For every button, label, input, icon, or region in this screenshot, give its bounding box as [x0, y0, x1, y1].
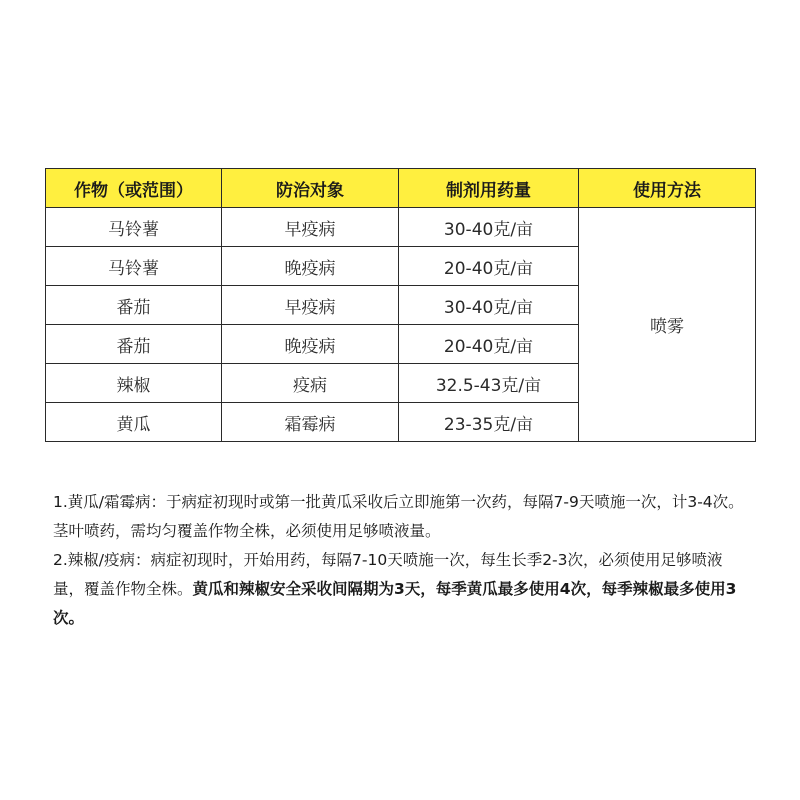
- crop-cell: 马铃薯: [46, 247, 222, 286]
- usage-notes: [53, 488, 753, 633]
- crop-cell: 番茄: [46, 286, 222, 325]
- header-dose: 制剂用药量: [399, 169, 579, 208]
- method-cell: 喷雾: [579, 208, 756, 442]
- table-row: [46, 208, 756, 247]
- target-cell: 霜霉病: [222, 403, 399, 442]
- dose-cell: 30-40克/亩: [399, 286, 579, 325]
- target-cell: 晚疫病: [222, 325, 399, 364]
- dose-cell: 30-40克/亩: [399, 208, 579, 247]
- target-cell: 疫病: [222, 364, 399, 403]
- header-crop: 作物（或范围）: [46, 169, 222, 208]
- dose-cell: 32.5-43克/亩: [399, 364, 579, 403]
- crop-cell: 马铃薯: [46, 208, 222, 247]
- target-cell: 早疫病: [222, 208, 399, 247]
- target-cell: 晚疫病: [222, 247, 399, 286]
- note-pepper: [53, 546, 753, 633]
- dose-cell: 23-35克/亩: [399, 403, 579, 442]
- safety-interval-note: 黄瓜和辣椒安全采收间隔期为3天，每季黄瓜最多使用4次，每季辣椒最多使用3次。: [53, 580, 737, 627]
- crop-cell: 黄瓜: [46, 403, 222, 442]
- crop-cell: 番茄: [46, 325, 222, 364]
- dose-cell: 20-40克/亩: [399, 325, 579, 364]
- header-target: 防治对象: [222, 169, 399, 208]
- note-cucumber: 1.黄瓜/霜霉病：于病症初现时或第一批黄瓜采收后立即施第一次药，每隔7-9天喷施一次，计3-4次。茎叶喷药，需均匀覆盖作物全株，必须使用足够喷液量。: [53, 493, 744, 540]
- note-pepper-text: 2.辣椒/疫病：病症初现时，开始用药，每隔7-10天喷施一次，每生长季2-3次，必须使用足够喷液量，覆盖作物全株。: [53, 551, 723, 598]
- target-cell: 早疫病: [222, 286, 399, 325]
- table-header-row: [46, 169, 756, 208]
- dose-cell: 20-40克/亩: [399, 247, 579, 286]
- usage-table: [45, 168, 756, 442]
- crop-cell: 辣椒: [46, 364, 222, 403]
- header-method: 使用方法: [579, 169, 756, 208]
